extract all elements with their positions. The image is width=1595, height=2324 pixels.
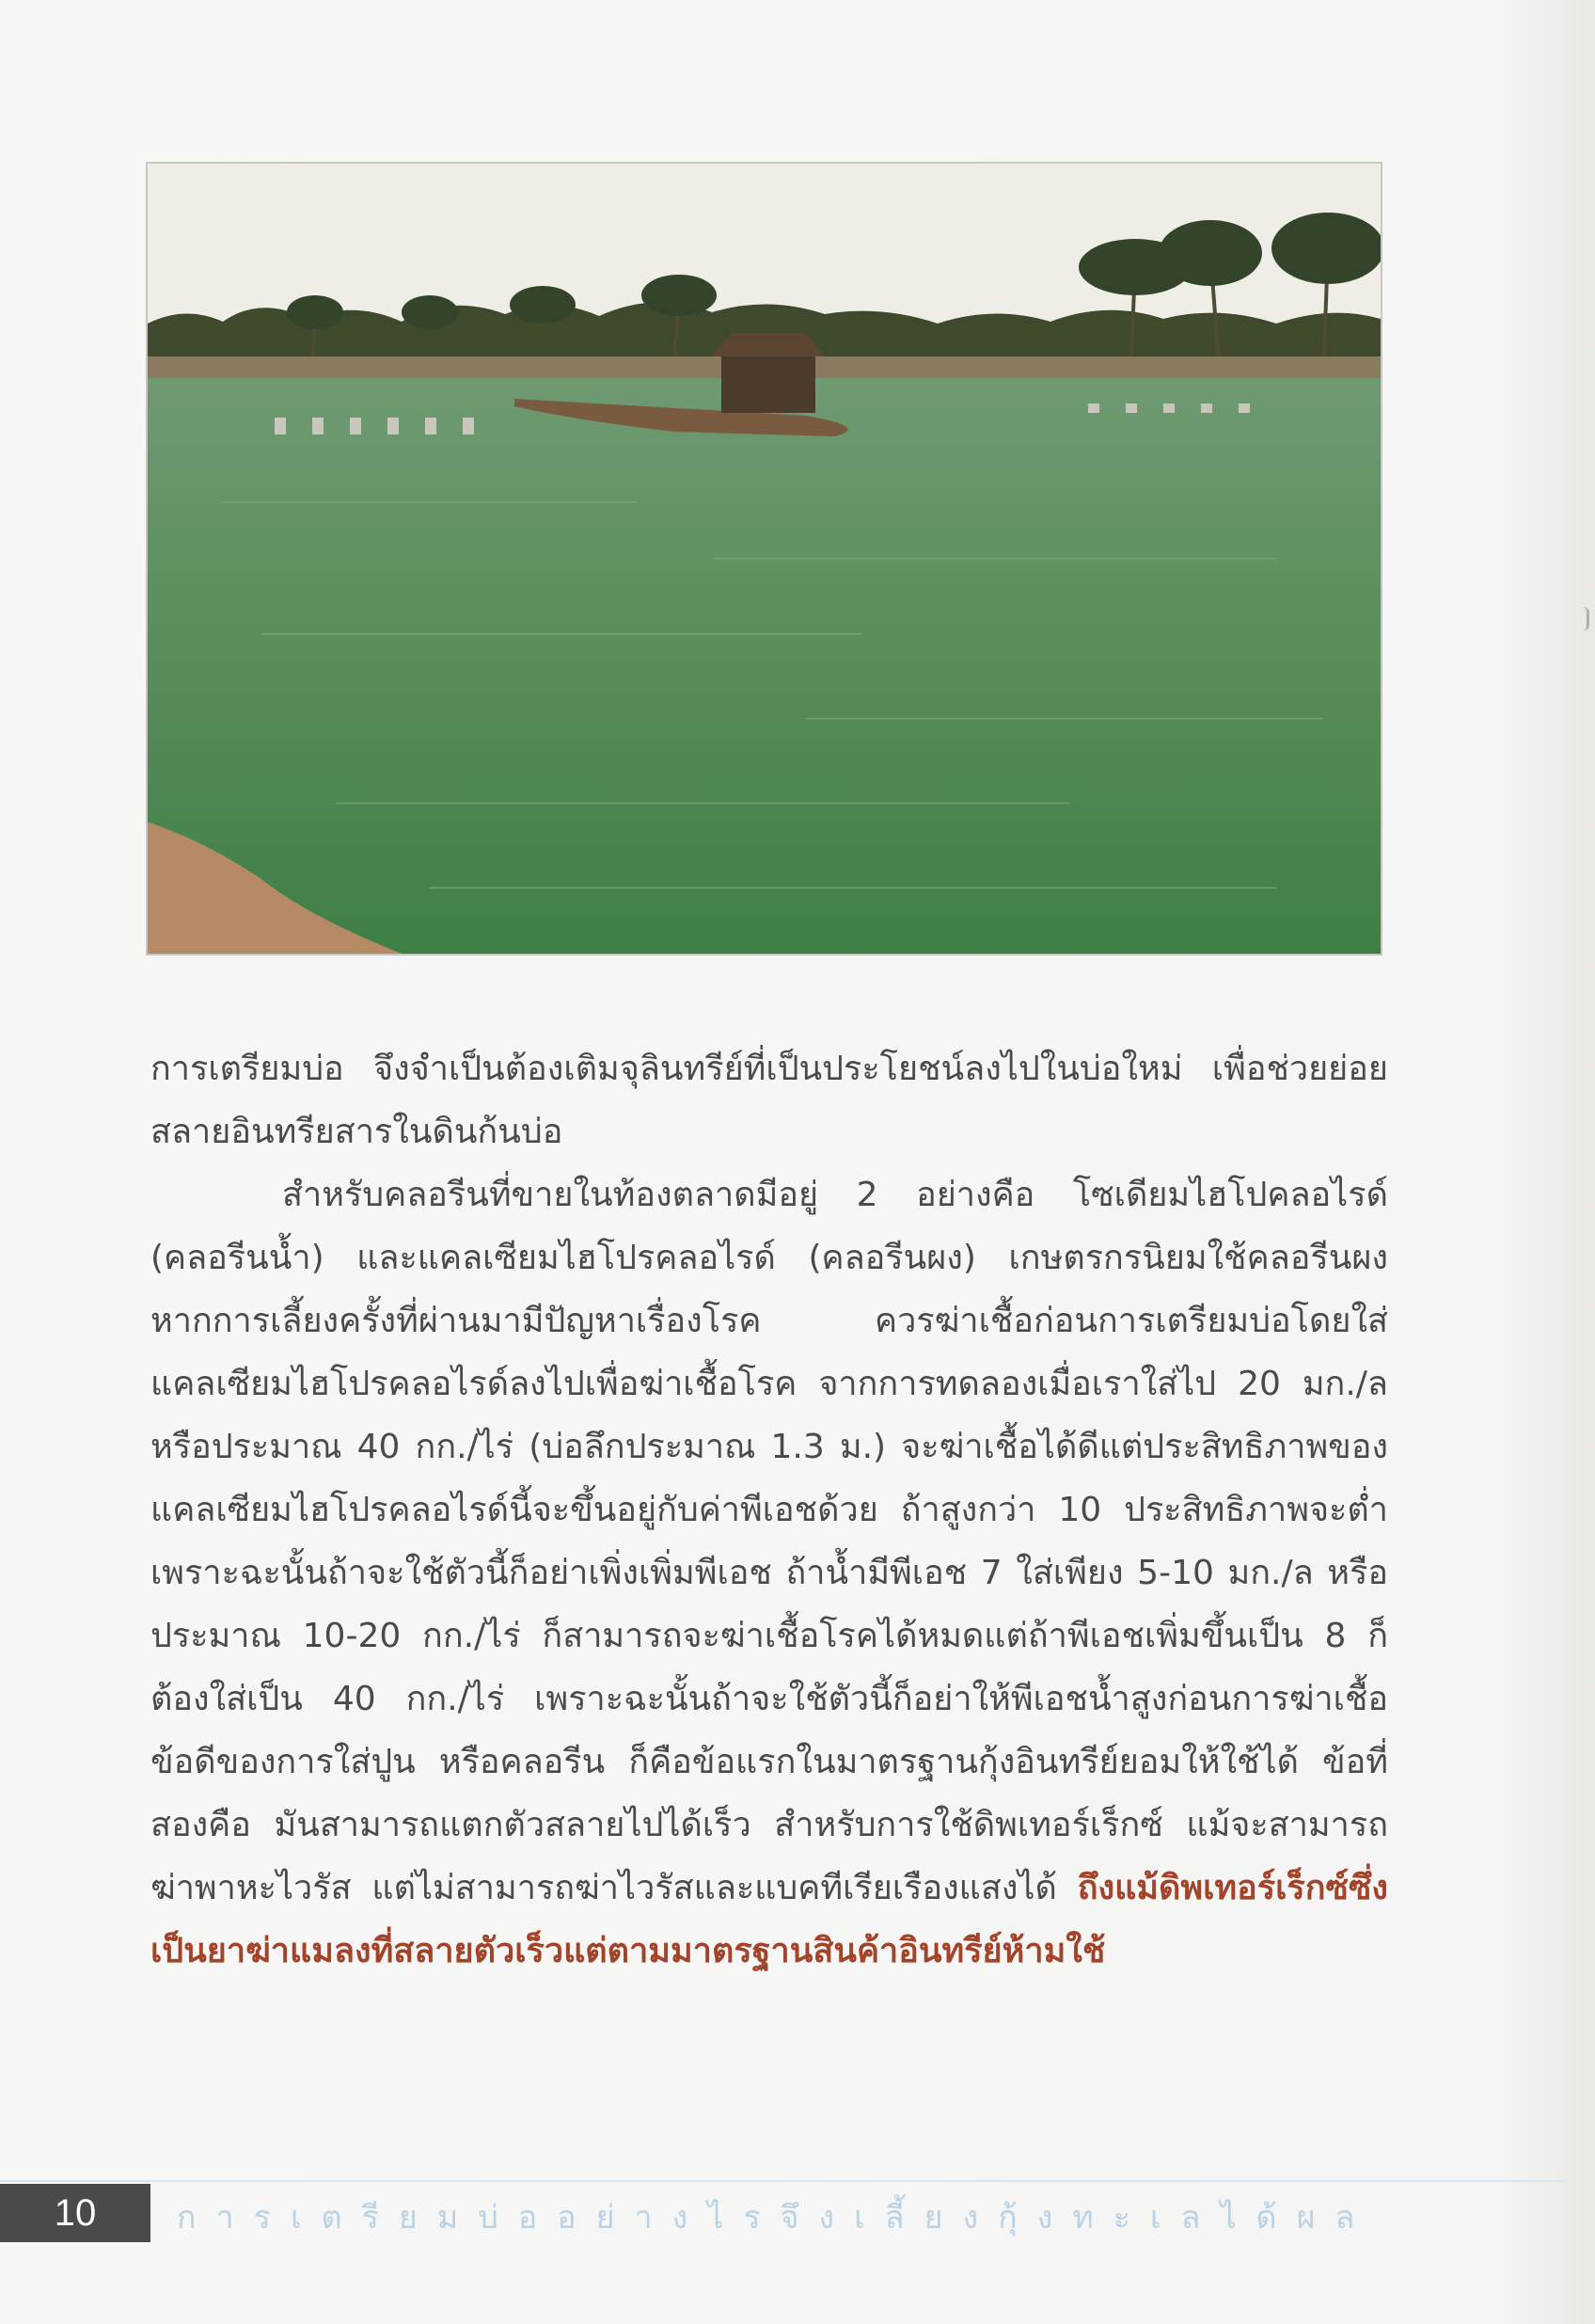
- highlight-text: ถึงแม้ดิพเทอร์เร็กซ์ซึ่งเป็นยาฆ่าแมลงที่สลายตัวเร็วแต่ตามมาตรฐานสินค้าอินทรีย์ห้ามใช้: [150, 1869, 1388, 1970]
- paragraph-2: [150, 1163, 1388, 1983]
- pond-illustration: [148, 164, 1381, 954]
- page-edge-mark: [1583, 607, 1589, 631]
- paragraph-1: การเตรียมบ่อ จึงจำเป็นต้องเติมจุลินทรีย์ที่เป็นประโยชน์ลงไปในบ่อใหม่ เพื่อช่วยย่อยสลายอินทรียสารในดินก้นบ่อ: [150, 1050, 1388, 1151]
- footer-divider: [0, 2180, 1567, 2182]
- body-text: [150, 1037, 1388, 1983]
- paragraph-2-text: สำหรับคลอรีนที่ขายในท้องตลาดมีอยู่ 2 อย่างคือ โซเดียมไฮโปคลอไรด์ (คลอรีนน้ำ) และแคลเซียมไฮโปรคลอไรด์ (คลอรีนผง) เกษตรกรนิยมใช้คลอรีนผง หากการเลี้ยงครั้งที่ผ่านมามีปัญหาเรื่องโรค ควรฆ่าเชื้อก่อนการเตรียมบ่อโดยใส่แคลเซียมไฮโปรคลอไรด์ลงไปเพื่อฆ่าเชื้อโรค จากการทดลองเมื่อเราใส่ไป 20 มก./ล หรือประมาณ 40 กก./ไร่ (บ่อลึกประมาณ 1.3 ม.) จะฆ่าเชื้อได้ดีแต่ประสิทธิภาพของแคลเซียมไฮโปรคลอไรด์นี้จะขึ้นอยู่กับค่าพีเอชด้วย ถ้าสูงกว่า 10 ประสิทธิภาพจะต่ำ เพราะฉะนั้นถ้าจะใช้ตัวนี้ก็อย่าเพิ่งเพิ่มพีเอช ถ้าน้ำมีพีเอช 7 ใส่เพียง 5-10 มก./ล หรือประมาณ 10-20 กก./ไร่ ก็สามารถจะฆ่าเชื้อโรคได้หมดแต่ถ้าพีเอชเพิ่มขึ้นเป็น 8 ก็ต้องใส่เป็น 40 กก./ไร่ เพราะฉะนั้นถ้าจะใช้ตัวนี้ก็อย่าให้พีเอชน้ำสูงก่อนการฆ่าเชื้อ ข้อดีของการใส่ปูน หรือคลอรีน ก็คือข้อแรกในมาตรฐานกุ้งอินทรีย์ยอมให้ใช้ได้ ข้อที่สองคือ มันสามารถแตกตัวสลายไปได้เร็ว สำหรับการใช้ดิพเทอร์เร็กซ์ แม้จะสามารถฆ่าพาหะไวรัส แต่ไม่สามารถฆ่าไวรัสและแบคทีเรียเรืองแสงได้: [150, 1176, 1388, 1907]
- page-number: 10: [0, 2184, 150, 2242]
- shrimp-pond-photo: [146, 162, 1382, 956]
- running-title: การเตรียมบ่ออย่างไรจึงเลี้ยงกุ้งทะเลได้ผล: [177, 2199, 1375, 2237]
